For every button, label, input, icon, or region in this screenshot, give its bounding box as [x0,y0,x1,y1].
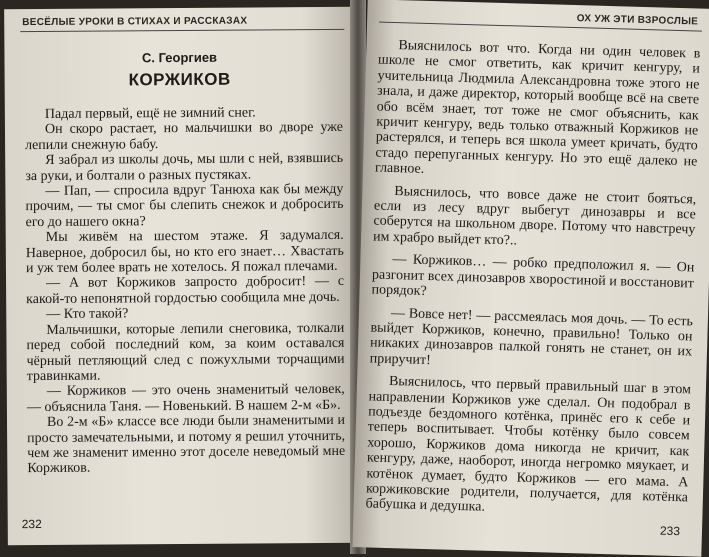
paragraph: Падал первый, ещё не зимний снег. [44,105,256,122]
paragraph: Выяснилось вот что. Когда ни один человек в школе не смог ответить, как кричит кенгуру, и учительница Людмила Александровна тоже этого не знала, и даже директор, который вообще всё на свете обо всём знает, тот тоже не смог объяснить, как кричит кенгуру, ведь только отважный Коржиков не растерялся, и теперь вся школа умеет кричать, будто стадо перепуганных кенгуру. Но это ещё далеко не главное. [374,38,701,178]
left-page-body [25,105,346,477]
paragraph: Во 2-м «Б» классе все люди были знаменитыми и просто замечательными, и потому я решил уточнить, чем же знаменит именно этот доселе неведомый мне Коржиков. [27,412,346,477]
paragraph: Мальчишки, которые лепили снеговика, толкали перед собой последний ком, за коим оставался чёрный петляющий след с пожухлыми торчащими травинками. [26,320,345,384]
running-head-left: ВЕСЁЛЫЕ УРОКИ В СТИХАХ И РАССКАЗАХ [22,15,248,29]
paragraph: — Вовсе нет! — рассмеялась моя дочь. — То есть выйдет Коржиков, конечно, правильно! Только он никаких динозавров палкой гонять не станет, он их приручит! [369,305,694,368]
paragraph: — Пап, — спросила вдруг Танюха как бы между прочим, — ты смог бы слепить снежок и добросить его до нашего окна? [25,181,344,230]
paragraph: — Кто такой? [46,306,129,323]
paragraph: — Коржиков… — робко предположил я. — Он разгонит всех динозавров хворостиной и восстановит порядок? [371,252,695,300]
page-number-right: 233 [659,523,681,539]
story-title: КОРЖИКОВ [128,69,231,90]
paragraph: Я забрал из школы дочь, мы шли с ней, взявшись за руки, и болтали о разных пустяках. [25,151,344,184]
page-number-left: 232 [21,516,42,532]
right-page [352,0,709,557]
paragraph: — Коржиков — это очень знаменитый человек, — объяснила Таня. — Новенький. В нашем 2-м «Б». [26,382,345,415]
paragraph: Выяснилось, что вовсе даже не стоит бояться, если из лесу вдруг выбегут динозавры и все соберутся на школьном дворе. Потому что навстречу им храбро выйдет кто?.. [372,183,697,249]
paragraph: Мы живём на шестом этаже. Я задумался. Наверное, добросил бы, но кто его знает… Хвастать и уж тем более врать не хотелось. Я пожал плечами. [25,228,344,277]
paragraph: — А вот Коржиков запросто добросит! — с какой-то непонятной гордостью сообщила мне дочь. [26,274,345,307]
paragraph: Он скоро растает, но мальчишки во дворе уже лепили снежную бабу. [25,120,344,153]
paragraph: Выяснилось, что первый правильный шаг в этом направлении Коржиков уже сделал. Он подобрал в подъезде бездомного котёнка, принёс его к себе и теперь воспитывает. Чтобы котёнку было совсем хорошо, Коржиков дома никогда не кричит, как кенгуру, даже, наоборот, иногда негромко мяукает, и котёнок думает, будто Коржиков — его мама. А коржиковские родители, получается, для котёнка бабушка и дедушка. [365,374,692,516]
left-page [4,7,358,545]
right-page-body [365,38,700,522]
running-head-right: ОХ УЖ ЭТИ ВЗРОСЛЫЕ [576,13,699,28]
story-author: С. Георгиев [141,49,218,66]
header-rule-left [20,29,344,32]
